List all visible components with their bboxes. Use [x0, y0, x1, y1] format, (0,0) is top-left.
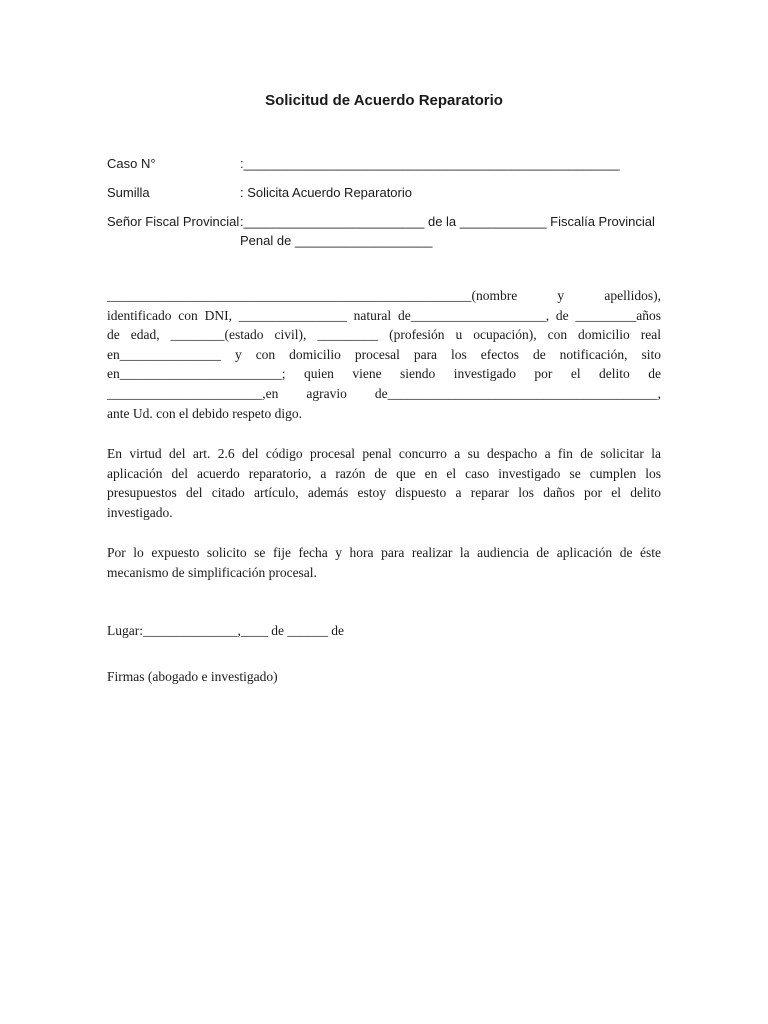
paragraph-line: identificado con DNI, ________________ natural de____________________, de _________años [107, 307, 661, 323]
senor-fiscal-label: Señor Fiscal Provincial [107, 214, 240, 229]
paragraph-request [107, 444, 661, 522]
senor-fiscal-value-line2: Penal de ___________________ [240, 233, 433, 248]
paragraph-line: En virtud del art. 2.6 del código procesal penal concurro a su despacho a fin de solicitar la [107, 446, 661, 461]
senor-fiscal-row [107, 212, 667, 250]
paragraph-identification [107, 286, 661, 423]
paragraph-line: presupuestos del citado artículo, además estoy dispuesto a reparar los daños por el delito [107, 485, 661, 501]
firmas-line: Firmas (abogado e investigado) [107, 669, 278, 684]
paragraph-line: _______________________,en agravio de________________________________________, [107, 385, 661, 401]
lugar-fecha-line: Lugar:______________,____ de ______ de [107, 623, 344, 638]
paragraph-line: de edad, ________(estado civil), _________ (profesión u ocupación), con domicilio real [107, 327, 661, 343]
sumilla-label: Sumilla [107, 185, 150, 200]
paragraph-line: en________________________; quien viene siendo investigado por el delito de [107, 366, 661, 382]
paragraph-conclusion [107, 543, 661, 582]
caso-row [107, 154, 667, 173]
header-block [107, 154, 667, 260]
paragraph-line: mecanismo de simplificación procesal. [107, 564, 317, 580]
caso-label: Caso N° [107, 156, 156, 171]
sumilla-row [107, 183, 667, 202]
senor-fiscal-value-line1: :_________________________ de la ____________ Fiscalía Provincial [240, 214, 655, 229]
paragraph-line: ante Ud. con el debido respeto digo. [107, 405, 302, 421]
sumilla-value: : Solicita Acuerdo Reparatorio [240, 185, 412, 200]
caso-value: :____________________________________________________ [240, 156, 620, 171]
paragraph-line: Por lo expuesto solicito se fije fecha y hora para realizar la audiencia de aplicación de éste [107, 545, 661, 560]
paragraph-line: ______________________________________________________(nombre y apellidos), [107, 288, 661, 303]
document-title: Solicitud de Acuerdo Reparatorio [265, 92, 503, 109]
senor-fiscal-value [240, 212, 667, 250]
paragraph-line: aplicación del acuerdo reparatorio, a razón de que en el caso investigado se cumplen los [107, 465, 661, 481]
paragraph-line: en_______________ y con domicilio procesal para los efectos de notificación, sito [107, 346, 661, 362]
paragraph-line: investigado. [107, 504, 173, 520]
